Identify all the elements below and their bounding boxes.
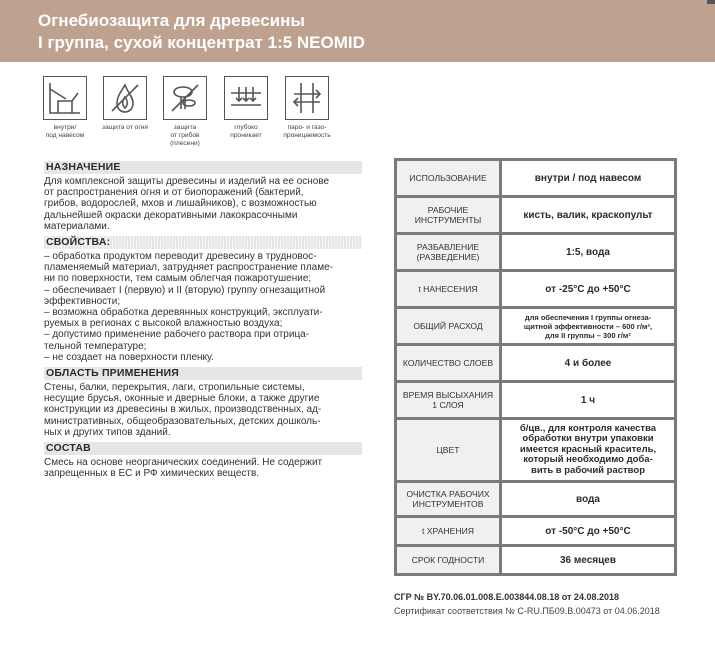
properties-text: [44, 251, 362, 363]
spec-value: 1 ч: [502, 383, 674, 417]
spec-row-usage: [397, 161, 674, 195]
text-line: – обеспечивает I (первую) и II (вторую) группу огнезащитной: [44, 284, 326, 296]
feature-vapor: [280, 76, 334, 140]
fire-protection-icon: [103, 76, 147, 120]
product-title-line2: I группа, сухой концентрат 1:5 NEOMID: [38, 33, 365, 52]
text-line: материалами.: [44, 220, 110, 232]
spec-value: от -50°С до +50°С: [502, 518, 674, 544]
feature-fire: [98, 76, 152, 132]
text-line: запрещенных в ЕС и РФ химических веществ.: [44, 468, 260, 480]
spec-label: РАБОЧИЕ ИНСТРУМЕНТЫ: [397, 198, 499, 232]
feature-caption: защита от огня: [102, 124, 148, 131]
spec-label: t ХРАНЕНИЯ: [397, 518, 499, 544]
spec-row-tools: [397, 198, 674, 232]
spec-label: ОБЩИЙ РАСХОД: [397, 309, 499, 343]
spec-label: t НАНЕСЕНИЯ: [397, 272, 499, 306]
text-line: грибов, водорослей, мхов и лишайников), с возможностью: [44, 198, 317, 210]
description-column: [44, 161, 362, 483]
spec-value: внутри / под навесом: [502, 161, 674, 195]
purpose-heading: НАЗНАЧЕНИЕ: [44, 161, 362, 174]
spec-row-drying: [397, 383, 674, 417]
spec-value: для обеспечения I группы огнеза- щитной эффективности – 600 г/м², для II группы – 300 г/м²: [502, 309, 674, 343]
product-title-line1: Огнебиозащита для древесины: [38, 11, 305, 30]
feature-caption: защита от грибов (плесени): [170, 124, 200, 147]
text-line: ни по поверхности, тем самым облегчая пожаротушение;: [44, 273, 312, 285]
feature-indoor: [38, 76, 92, 140]
text-line: – обработка продуктом переводит древесину в трудновос-: [44, 251, 317, 263]
text-line: Стены, балки, перекрытия, лаги, стропильные системы,: [44, 382, 305, 394]
text-line: ных и других типов зданий.: [44, 426, 171, 438]
composition-text: [44, 457, 362, 479]
spec-label: ОЧИСТКА РАБОЧИХ ИНСТРУМЕНТОВ: [397, 483, 499, 515]
spec-table: [394, 158, 677, 576]
text-line: пламеняемый материал, затрудняет распространение пламе-: [44, 262, 333, 274]
spec-value: вода: [502, 483, 674, 515]
spec-row-cleaning: [397, 483, 674, 515]
text-line: руемых в регионах с высокой влажностью воздуха;: [44, 318, 283, 330]
spec-value: кисть, валик, краскопульт: [502, 198, 674, 232]
feature-caption: внутри/ под навесом: [45, 124, 85, 139]
application-heading: ОБЛАСТЬ ПРИМЕНЕНИЯ: [44, 367, 362, 380]
feature-caption: глубоко проникает: [230, 124, 262, 139]
conformity-certificate: Сертификат соответствия № С-RU.ПБ09.В.00473 от 04.06.2018: [394, 606, 660, 616]
properties-heading: СВОЙСТВА:: [44, 236, 362, 249]
feature-fungi: [158, 76, 212, 148]
spec-value: 1:5, вода: [502, 235, 674, 269]
application-text: [44, 382, 362, 438]
text-line: Смесь на основе неорганических соединений. Не содержит: [44, 457, 323, 469]
spec-label: ВРЕМЯ ВЫСЫХАНИЯ 1 СЛОЯ: [397, 383, 499, 417]
text-line: Для комплексной защиты древесины и изделий на ее основе: [44, 176, 330, 187]
corner-bar: [707, 0, 715, 4]
spec-row-dilution: [397, 235, 674, 269]
fungi-protection-icon: [163, 76, 207, 120]
vapor-permeability-icon: [285, 76, 329, 120]
spec-row-shelf-life: [397, 547, 674, 573]
purpose-text: [44, 176, 362, 232]
spec-value: от -25°С до +50°С: [502, 272, 674, 306]
feature-caption: паро- и газо- проницаемость: [283, 124, 331, 139]
deep-penetration-icon: [224, 76, 268, 120]
text-line: несущие брусья, оконные и дверные блоки, а также другие: [44, 393, 320, 405]
spec-row-consumption: [397, 309, 674, 343]
composition-heading: СОСТАВ: [44, 442, 362, 455]
spec-row-application-temp: [397, 272, 674, 306]
spec-label: ИСПОЛЬЗОВАНИЕ: [397, 161, 499, 195]
text-line: конструкции из древесины в жилых, производственных, ад-: [44, 404, 322, 416]
page-header: [0, 0, 715, 62]
text-line: министративных, общеобразовательных, детских дошколь-: [44, 415, 321, 427]
spec-value: б/цв., для контроля качества обработки внутри упаковки имеется красный краситель, который необходимо доба- вить в рабочий раствор: [502, 420, 674, 480]
spec-label: ЦВЕТ: [397, 420, 499, 480]
text-line: тельной температуре;: [44, 340, 147, 352]
text-line: дальнейшей окраски декоративными лакокрасочными: [44, 209, 298, 221]
sgr-registration: СГР № BY.70.06.01.008.Е.003844.08.18 от 24.08.2018: [394, 592, 619, 602]
spec-label: КОЛИЧЕСТВО СЛОЕВ: [397, 346, 499, 380]
text-line: от распространения огня и от биопоражений (бактерий,: [44, 187, 304, 199]
spec-row-color: [397, 420, 674, 480]
indoor-shelter-icon: [43, 76, 87, 120]
text-line: эффективности;: [44, 295, 121, 307]
feature-penetration: [219, 76, 273, 140]
spec-row-storage-temp: [397, 518, 674, 544]
text-line: – возможна обработка деревянных конструкций, эксплуати-: [44, 307, 323, 319]
spec-row-layers: [397, 346, 674, 380]
spec-label: РАЗБАВЛЕНИЕ (РАЗВЕДЕНИЕ): [397, 235, 499, 269]
text-line: – не создает на поверхности пленку.: [44, 351, 214, 363]
spec-value: 36 месяцев: [502, 547, 674, 573]
text-line: – допустимо применение рабочего раствора при отрица-: [44, 329, 310, 341]
spec-label: СРОК ГОДНОСТИ: [397, 547, 499, 573]
spec-value: 4 и более: [502, 346, 674, 380]
